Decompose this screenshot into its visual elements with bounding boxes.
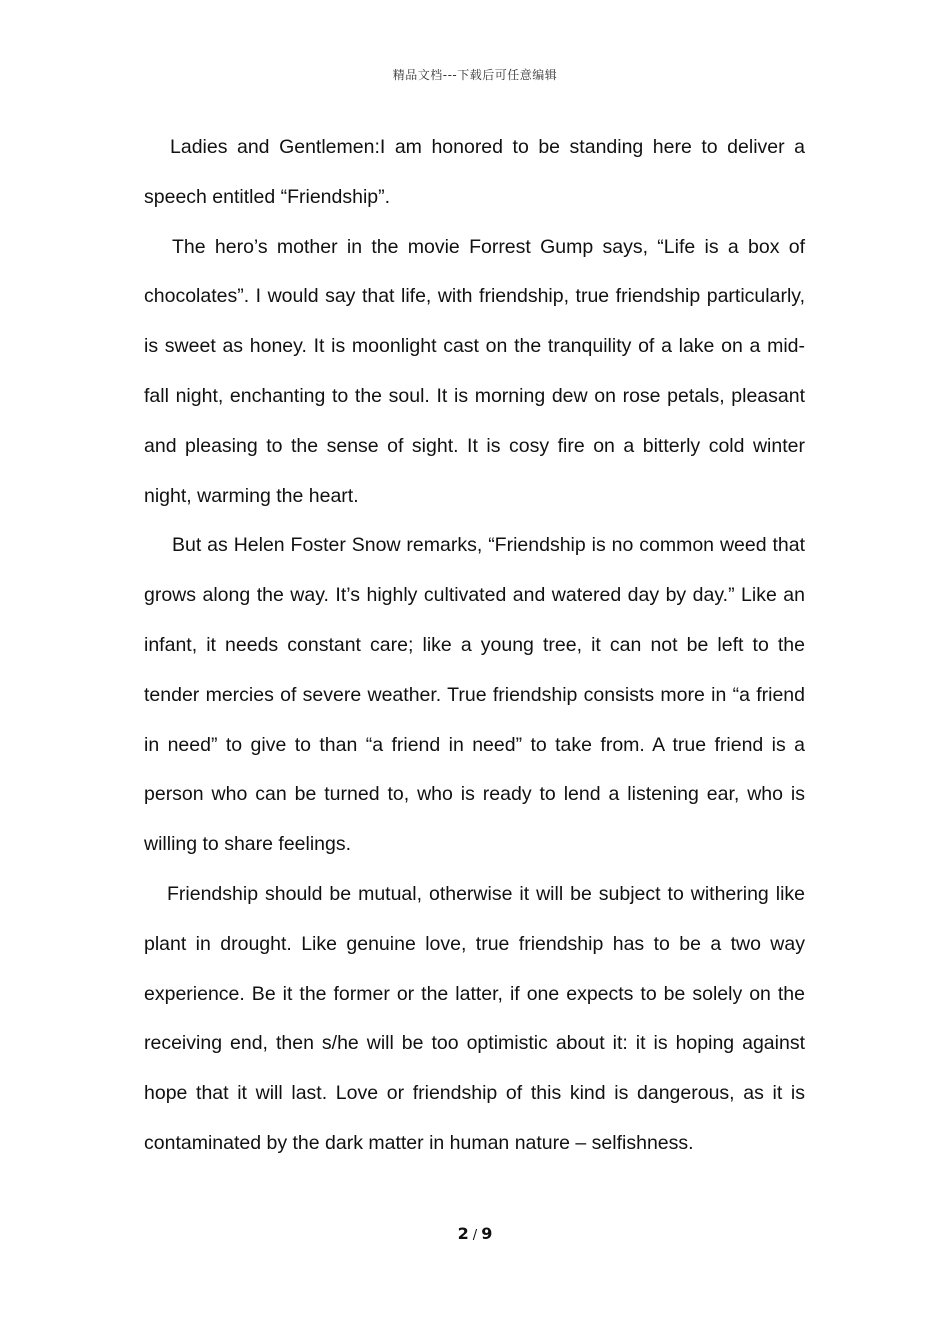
paragraph-helen-foster-snow: But as Helen Foster Snow remarks, “Friendship is no common weed that grows along the way. It’s highly cultivated and watered day by day.” Like an infant, it needs constant care; like a young tree, it can not be left to the tender mercies of severe weather. True friendship consists more in “a friend in need” to give to than “a friend in need” to take from. A true friend is a person who can be turned to, who is ready to lend a listening ear, who is willing to share feelings. bbox=[144, 534, 805, 856]
page-separator: / bbox=[472, 1228, 478, 1243]
page-header: 精品文档---下载后可任意编辑 bbox=[392, 68, 558, 82]
current-page-number: 2 bbox=[457, 1224, 469, 1243]
document-body bbox=[144, 123, 805, 1169]
page-number bbox=[0, 1224, 950, 1243]
total-page-count: 9 bbox=[481, 1224, 493, 1243]
paragraph-life-box-of-chocolates: The hero’s mother in the movie Forrest Gump says, “Life is a box of chocolates”. I would say that life, with friendship, true friendship particularly, is sweet as honey. It is moonlight cast on the tranquility of a lake on a mid-fall night, enchanting to the soul. It is morning dew on rose petals, pleasant and pleasing to the sense of sight. It is cosy fire on a bitterly cold winter night, warming the heart. bbox=[144, 235, 805, 507]
paragraph-mutual-friendship: Friendship should be mutual, otherwise it will be subject to withering like plant in drought. Like genuine love, true friendship has to be a two way experience. Be it the former or the latter, if one expects to be solely on the receiving end, then s/he will be too optimistic about it: it is hoping against hope that it will last. Love or friendship of this kind is dangerous, as it is contaminated by the dark matter in human nature – selfishness. bbox=[144, 882, 805, 1154]
paragraph-greeting: Ladies and Gentlemen:I am honored to be standing here to deliver a speech entitled “Friendship”. bbox=[144, 136, 805, 208]
